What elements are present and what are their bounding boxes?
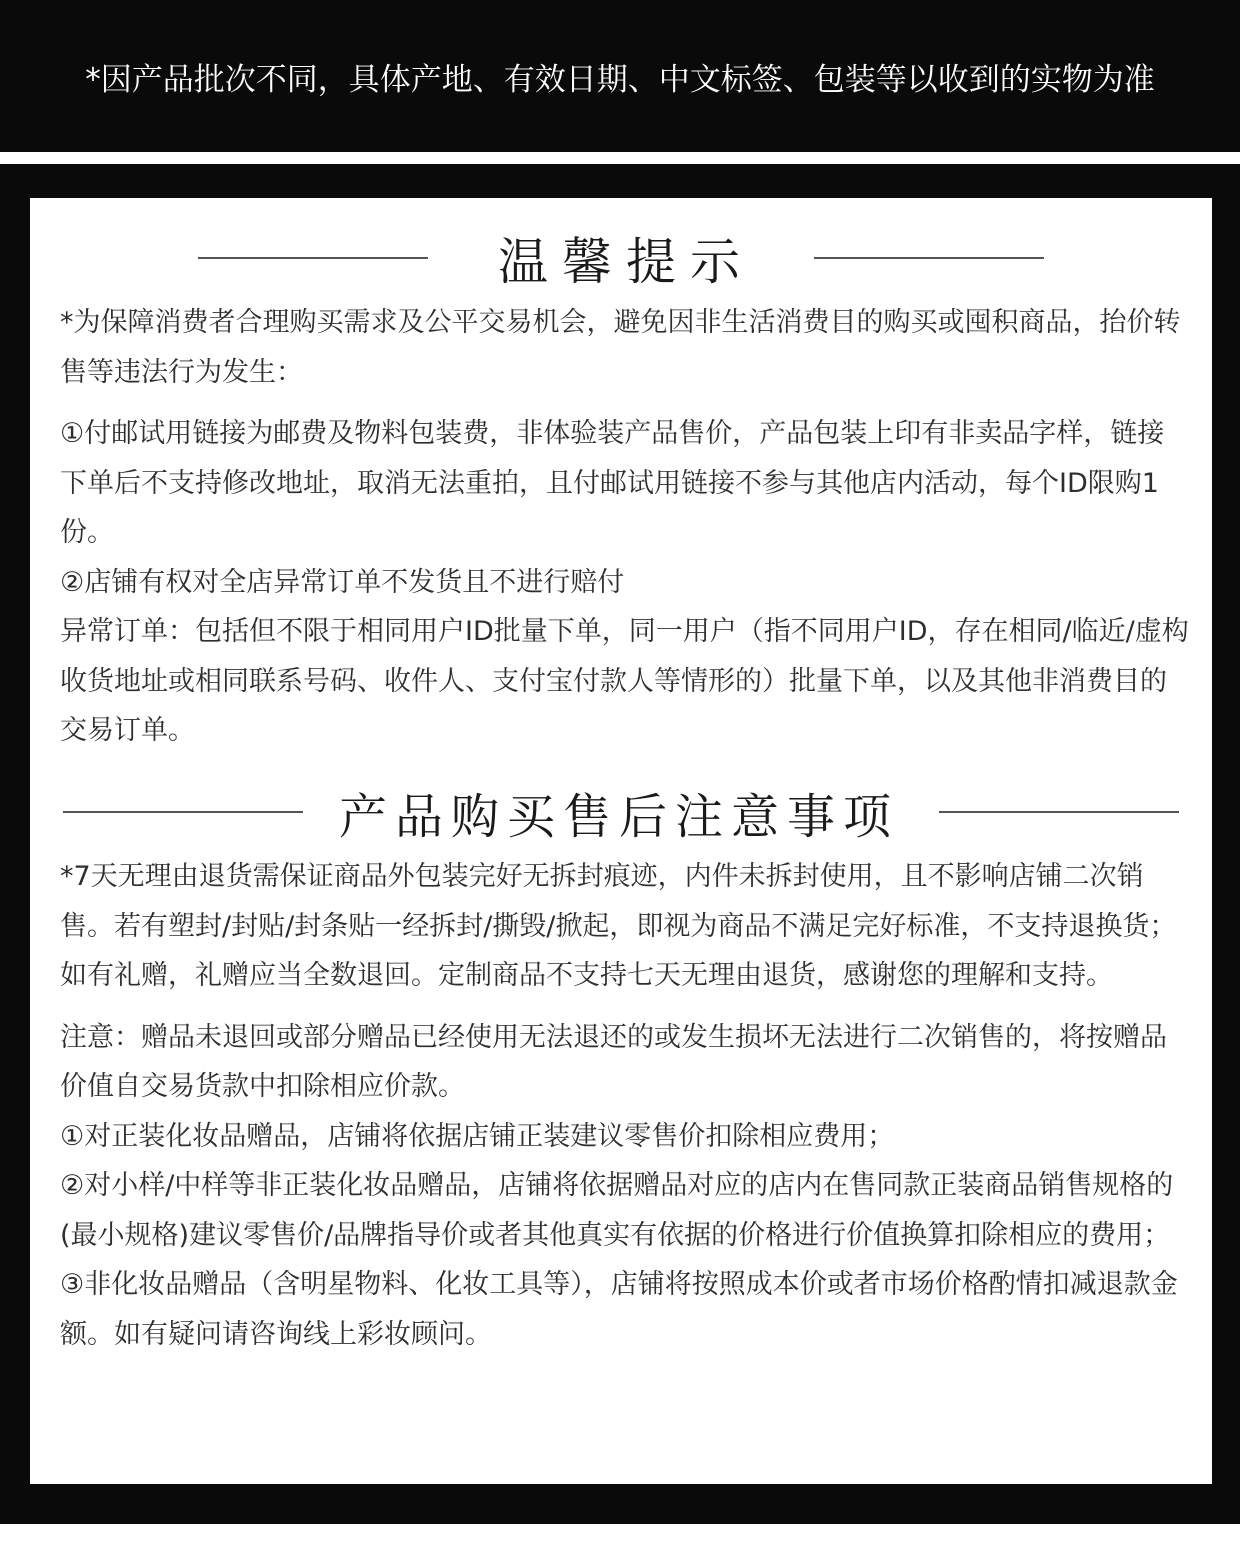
notice-body [60,298,1190,756]
top-banner [0,0,1240,152]
heading-divider-right [939,811,1179,813]
heading-divider-right [814,257,1044,259]
heading-divider-left [198,257,428,259]
notice-heading [30,228,1212,291]
aftersale-paragraph: ①对正装化妆品赠品，店铺将依据店铺正装建议零售价扣除相应费用； [60,1120,895,1152]
aftersale-paragraph: ②对小样/中样等非正装化妆品赠品，店铺将依据赠品对应的店内在售同款正装商品销售规格的(最小规格)建议零售价/品牌指导价或者其他真实有依据的价格进行价值换算扣除相应的费用； [60,1170,1174,1251]
aftersale-paragraph: *7天无理由退货需保证商品外包装完好无拆封痕迹，内件未拆封使用，且不影响店铺二次销售。若有塑封/封贴/封条贴一经拆封/撕毁/掀起，即视为商品不满足完好标准，不支持退换货；如有礼赠，礼赠应当全数退回。定制商品不支持七天无理由退货，感谢您的理解和支持。 [60,861,1177,991]
notice-title: 温馨提示 [498,233,754,291]
aftersale-body [60,852,1190,1359]
notice-paragraph: ①付邮试用链接为邮费及物料包装费，非体验装产品售价，产品包装上印有非卖品字样，链接下单后不支持修改地址，取消无法重拍，且付邮试用链接不参与其他店内活动，每个ID限购1份。 [60,418,1165,548]
notice-panel [30,198,1212,1484]
aftersale-paragraph: 注意：赠品未退回或部分赠品已经使用无法退还的或发生损坏无法进行二次销售的，将按赠品价值自交易货款中扣除相应价款。 [60,1021,1167,1102]
aftersale-heading [30,782,1212,845]
aftersale-title: 产品购买售后注意事项 [338,788,899,845]
banner-text: *因产品批次不同，具体产地、有效日期、中文标签、包装等以收到的实物为准 [85,61,1155,98]
aftersale-paragraph: ③非化妆品赠品（含明星物料、化妆工具等），店铺将按照成本价或者市场价格酌情扣减退款金额。如有疑问请咨询线上彩妆顾问。 [60,1269,1178,1350]
heading-divider-left [63,811,303,813]
notice-paragraph: 异常订单：包括但不限于相同用户ID批量下单，同一用户（指不同用户ID，存在相同/临近/虚构收货地址或相同联系号码、收件人、支付宝付款人等情形的）批量下单，以及其他非消费目的交易订单。 [60,616,1189,746]
notice-paragraph: *为保障消费者合理购买需求及公平交易机会，避免因非生活消费目的购买或囤积商品，抬价转售等违法行为发生： [60,307,1181,388]
notice-paragraph: ②店铺有权对全店异常订单不发货且不进行赔付 [60,566,625,598]
